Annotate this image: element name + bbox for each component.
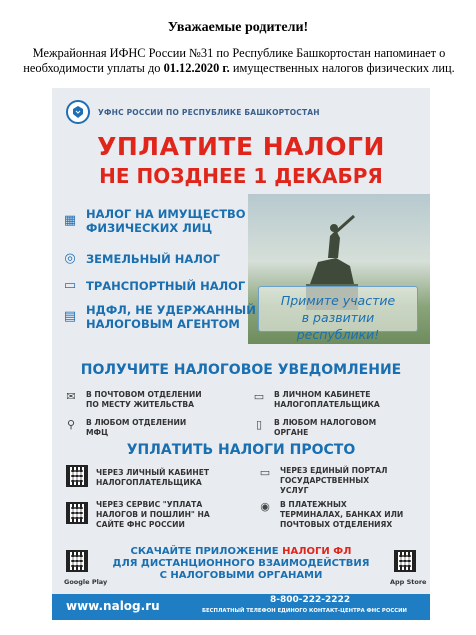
page-title: Уважаемые родители! xyxy=(167,20,309,35)
hotline-note: БЕСПЛАТНЫЙ ТЕЛЕФОН ЕДИНОГО КОНТАКТ-ЦЕНТРА ФНС РОССИИ xyxy=(202,608,407,614)
app-name: НАЛОГИ ФЛ xyxy=(282,546,352,557)
notice-item-label: В ЛЮБОМ ОТДЕЛЕНИИ МФЦ xyxy=(86,418,187,437)
location-pin-icon: ⚲ xyxy=(66,418,76,431)
intro-paragraph xyxy=(8,46,470,76)
participation-banner xyxy=(258,286,418,342)
tax-item-ndfl xyxy=(62,302,256,332)
pay-item-terminals xyxy=(258,500,410,530)
app-promo-line-1 xyxy=(52,546,430,558)
org-name: УФНС РОССИИ ПО РЕСПУБЛИКЕ БАШКОРТОСТАН xyxy=(98,108,320,117)
globe-icon: ◎ xyxy=(64,251,76,266)
poster-deadline: НЕ ПОЗДНЕЕ 1 ДЕКАБРЯ xyxy=(99,164,383,188)
app-promo-text xyxy=(52,546,430,582)
banner-line-2: в развитии республики! xyxy=(296,310,380,342)
hotline-phone: 8-800-222-2222 xyxy=(270,595,351,605)
qr-code-icon xyxy=(66,502,88,524)
tax-item-label: ТРАНСПОРТНЫЙ НАЛОГ xyxy=(86,279,246,293)
intro-text-end: имущественных налогов физических лиц. xyxy=(229,61,455,75)
pay-item-service: ЧЕРЕЗ СЕРВИС "УПЛАТА НАЛОГОВ И ПОШЛИН" НА САЙТЕ ФНС РОССИИ xyxy=(96,500,210,529)
intro-deadline-date: 01.12.2020 г. xyxy=(163,61,230,75)
pay-item-gosuslugi xyxy=(258,466,400,496)
notice-item-label: В ЛИЧНОМ КАБИНЕТЕ НАЛОГОПЛАТЕЛЬЩИКА xyxy=(274,390,380,409)
tax-item-label: ЗЕМЕЛЬНЫЙ НАЛОГ xyxy=(86,252,220,266)
tax-item-label: НАЛОГ НА ИМУЩЕСТВО ФИЗИЧЕСКИХ ЛИЦ xyxy=(86,207,246,235)
car-icon: ▭ xyxy=(63,278,77,293)
laptop-icon: ▭ xyxy=(253,390,265,403)
tax-poster xyxy=(52,88,430,620)
banner-line-1: Примите участие xyxy=(280,293,396,308)
app-store-label: App Store xyxy=(390,578,427,586)
pay-item-cabinet: ЧЕРЕЗ ЛИЧНЫЙ КАБИНЕТ НАЛОГОПЛАТЕЛЬЩИКА xyxy=(96,468,210,487)
app-promo-prefix: СКАЧАЙТЕ ПРИЛОЖЕНИЕ xyxy=(130,546,283,557)
google-play-label: Google Play xyxy=(64,578,108,586)
intro-text-start: Межрайонная ИФНС России №31 по Республике Башкортостан напоминает о необходимости уплаты до xyxy=(23,46,446,75)
notice-item-mfc xyxy=(64,418,206,438)
pay-item-label: В ПЛАТЕЖНЫХ ТЕРМИНАЛАХ, БАНКАХ ИЛИ ПОЧТОВЫХ ОТДЕЛЕНИЯХ xyxy=(280,500,404,529)
tax-item-land xyxy=(62,244,256,274)
coins-icon: ◉ xyxy=(260,500,270,513)
notice-item-post xyxy=(64,390,206,410)
document-icon: ▯ xyxy=(255,418,263,431)
notice-item-cabinet xyxy=(252,390,384,410)
monitor-icon: ▭ xyxy=(259,466,271,479)
notice-heading: ПОЛУЧИТЕ НАЛОГОВОЕ УВЕДОМЛЕНИЕ xyxy=(80,362,402,378)
app-promo-line-3: С НАЛОГОВЫМИ ОРГАНАМИ xyxy=(159,570,323,581)
website-link[interactable]: www.nalog.ru xyxy=(66,599,160,613)
tax-item-label: НДФЛ, НЕ УДЕРЖАННЫЙ НАЛОГОВЫМ АГЕНТОМ xyxy=(86,303,256,331)
tax-item-property xyxy=(62,206,256,236)
qr-code-icon xyxy=(66,465,88,487)
envelope-icon: ✉ xyxy=(66,390,76,403)
fns-emblem-icon xyxy=(66,100,90,124)
poster-title: УПЛАТИТЕ НАЛОГИ xyxy=(97,132,385,161)
money-icon: ▤ xyxy=(63,309,77,324)
tax-item-transport xyxy=(62,271,256,301)
pay-item-label: ЧЕРЕЗ ЕДИНЫЙ ПОРТАЛ ГОСУДАРСТВЕННЫХ УСЛУГ xyxy=(280,466,388,495)
building-icon: ▦ xyxy=(63,213,77,228)
app-promo-line-2: ДЛЯ ДИСТАНЦИОННОГО ВЗАИМОДЕЙСТВИЯ xyxy=(112,558,370,569)
notice-item-label: В ЛЮБОМ НАЛОГОВОМ ОРГАНЕ xyxy=(274,418,377,437)
notice-item-label: В ПОЧТОВОМ ОТДЕЛЕНИИ ПО МЕСТУ ЖИТЕЛЬСТВА xyxy=(86,390,202,409)
notice-item-office xyxy=(252,418,394,438)
pay-heading: УПЛАТИТЬ НАЛОГИ ПРОСТО xyxy=(126,442,356,458)
